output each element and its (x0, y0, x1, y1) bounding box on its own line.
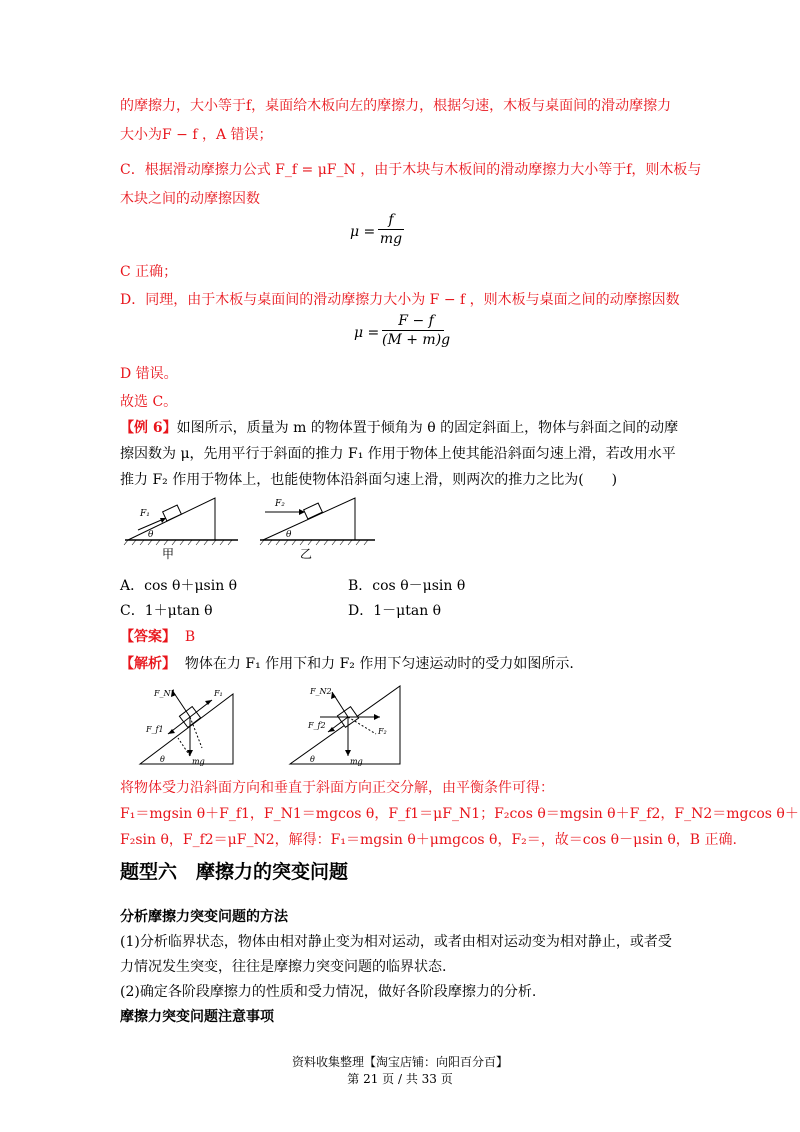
section-heading: 题型六 摩擦力的突变问题 (120, 861, 349, 883)
label-FN2: F_N2 (310, 687, 332, 696)
text-line: (1)分析临界状态，物体由相对静止变为相对运动，或者由相对运动变为相对静止，或者受 (120, 934, 672, 950)
footer-source: 资料收集整理【淘宝店铺：向阳百分百】 (291, 1055, 508, 1069)
label-F1: F₁ (214, 689, 223, 698)
figure-jia (124, 498, 238, 560)
answer-line (120, 627, 195, 647)
formula-mu-2 (354, 313, 451, 348)
force-diagram-left (140, 689, 233, 766)
label-jia: 甲 (162, 547, 175, 560)
example-text: 如图所示，质量为 m 的物体置于倾角为 θ 的固定斜面上，物体与斜面之间的动摩 (176, 420, 679, 436)
figure-yi (260, 498, 375, 560)
label-theta: θ (160, 755, 165, 764)
text-line: F₂sin θ，F_f2＝μF_N2，解得：F₁＝mgsin θ＋μmgcos θ，F₂＝，故＝cos θ－μsin θ，B 正确. (120, 832, 737, 848)
label-F2: F₂ (378, 727, 387, 736)
text-line: C 正确； (120, 264, 178, 280)
subheading: 分析摩擦力突变问题的方法 (120, 909, 288, 925)
text-line: 大小为F − f ，A 错误； (120, 127, 273, 143)
label-F2: F₂ (275, 499, 285, 509)
label-theta: θ (148, 530, 154, 540)
analysis-line (120, 654, 574, 674)
text-line: 力情况发生突变，往往是摩擦力突变问题的临界状态. (120, 959, 447, 975)
formula-mu-1 (350, 212, 404, 247)
label-F1: F₁ (140, 509, 150, 519)
formula-denominator: (M + m)g (382, 332, 451, 348)
option-a: A．cos θ＋μsin θ (120, 578, 238, 594)
force-diagram (120, 676, 440, 772)
label-yi: 乙 (300, 547, 313, 560)
text-line: 将物体受力沿斜面方向和垂直于斜面方向正交分解，由平衡条件可得： (120, 780, 554, 796)
text-line: 故选 C。 (120, 394, 178, 410)
example-line (120, 418, 678, 438)
text-line: F₁＝mgsin θ＋F_f1，F_N1＝mgcos θ，F_f1＝μF_N1；F₂cos θ＝mgsin θ＋F_f2，F_N2＝mgcos θ＋ (120, 806, 799, 822)
answer-label: 【答案】 (120, 629, 176, 645)
analysis-label: 【解析】 (120, 656, 176, 672)
text-line: D 错误。 (120, 366, 178, 382)
example-line: 擦因数为 μ，先用平行于斜面的推力 F₁ 作用于物体上使其能沿斜面匀速上滑，若改用水平 (120, 446, 676, 462)
option-b: B．cos θ－μsin θ (348, 578, 466, 594)
formula-numerator: f (388, 212, 394, 228)
label-theta: θ (286, 530, 292, 540)
text-line: C．根据滑动摩擦力公式 F_f = μF_N ，由于木块与木板间的滑动摩擦力大小等于f，则木板与 (120, 162, 702, 178)
incline-figure-top (120, 490, 380, 560)
label-Ff1: F_f1 (146, 725, 164, 734)
label-theta: θ (310, 755, 315, 764)
formula-lhs: μ = (350, 224, 376, 240)
subheading: 摩擦力突变问题注意事项 (120, 1009, 274, 1025)
text-line: 的摩擦力，大小等于f，桌面给木板向左的摩擦力，根据匀速，木板与桌面间的滑动摩擦力 (120, 98, 672, 114)
label-mg: mg (350, 757, 363, 766)
example-line: 推力 F₂ 作用于物体上，也能使物体沿斜面匀速上滑，则两次的推力之比为( ) (120, 472, 618, 488)
label-mg: mg (192, 757, 205, 766)
text-line: D．同理，由于木板与桌面间的滑动摩擦力大小为 F − f ，则木板与桌面之间的动摩擦因数 (120, 292, 680, 308)
option-c: C．1＋μtan θ (120, 603, 213, 619)
example-label: 【例 6】 (120, 420, 177, 436)
answer-value: B (184, 629, 196, 645)
analysis-text: 物体在力 F₁ 作用下和力 F₂ 作用下匀速运动时的受力如图所示. (184, 656, 574, 672)
formula-lhs: μ = (354, 325, 380, 341)
option-d: D．1－μtan θ (348, 603, 442, 619)
formula-numerator: F − f (398, 313, 434, 329)
text-line: (2)确定各阶段摩擦力的性质和受力情况，做好各阶段摩擦力的分析. (120, 984, 537, 1000)
label-Ff2: F_f2 (308, 721, 326, 730)
label-FN1: F_N1 (154, 689, 176, 698)
footer-page-number: 第 21 页 / 共 33 页 (347, 1072, 453, 1086)
text-line: 木块之间的动摩擦因数 (120, 191, 260, 207)
formula-denominator: mg (379, 231, 403, 247)
force-diagram-right (290, 686, 400, 766)
